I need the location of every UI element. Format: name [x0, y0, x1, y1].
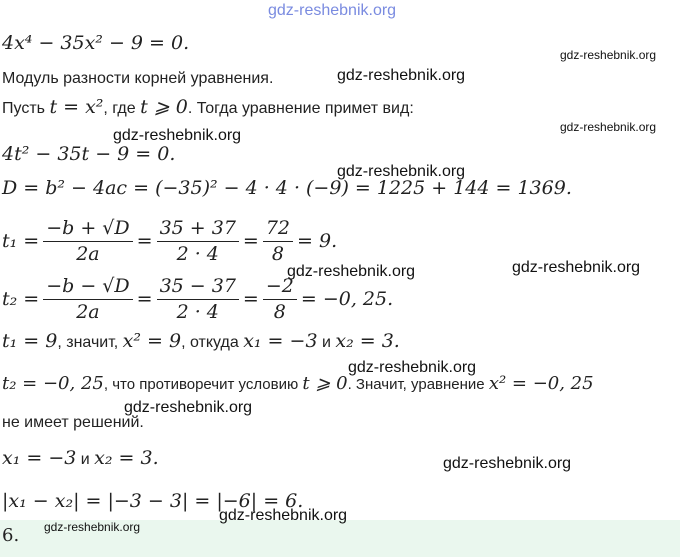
watermark: gdz-reshebnik.org: [337, 163, 466, 180]
equation-original: 4x⁴ − 35x² − 9 = 0.: [2, 32, 190, 54]
fraction: [43, 218, 132, 265]
conclusion-t1-line: [2, 330, 400, 352]
numerator: −2: [263, 276, 297, 300]
text: , значит,: [57, 334, 123, 351]
watermark: gdz-reshebnik.org: [560, 48, 657, 62]
math: t₂ = −0, 25: [2, 373, 104, 394]
task-statement: Модуль разности корней уравнения.: [2, 70, 274, 87]
no-solutions-text: не имеет решений.: [2, 414, 144, 431]
denominator: 2a: [76, 300, 100, 323]
math: t ⩾ 0: [140, 96, 188, 118]
equation-quadratic: 4t² − 35t − 9 = 0.: [2, 143, 176, 165]
text: Пусть: [2, 100, 50, 117]
text: и: [76, 451, 95, 468]
watermark: gdz-reshebnik.org: [44, 520, 141, 534]
fraction: [43, 276, 132, 323]
denominator: 2a: [76, 242, 100, 265]
math: x² = 9: [122, 330, 182, 352]
numerator: −b + √D: [43, 218, 132, 242]
fraction: [263, 218, 293, 265]
math: t ⩾ 0: [302, 373, 348, 394]
watermark-top: gdz-reshebnik.org: [268, 2, 397, 19]
root-t1-line: t₁ = $\frac{-b + √D}{2a}$ = $\frac{35 + 37}{2 \cdot 4}$ = $\frac{72}{8}$ = 9.: [2, 217, 338, 265]
math: t₁ =: [2, 230, 40, 253]
discriminant-line: D = b² − 4ac = (−35)² − 4 · 4 · (−9) = 1225 + 144 = 1369.: [2, 177, 572, 199]
fraction: [157, 218, 239, 265]
denominator: 8: [271, 242, 284, 265]
watermark: gdz-reshebnik.org: [124, 399, 253, 416]
watermark: gdz-reshebnik.org: [219, 507, 348, 524]
denominator: 2 · 4: [176, 242, 219, 265]
modulus-line: |x₁ − x₂| = |−3 − 3| = |−6| = 6.: [2, 490, 304, 512]
denominator: 8: [273, 300, 286, 323]
math: x² = −0, 25: [488, 373, 594, 394]
math: t₂ =: [2, 288, 40, 311]
math: x₂ = 3.: [335, 330, 400, 352]
watermark: gdz-reshebnik.org: [113, 127, 242, 144]
text: , откуда: [181, 334, 244, 351]
text: и: [317, 334, 336, 351]
math: t₁ = 9: [2, 330, 58, 352]
text: . Тогда уравнение примет вид:: [187, 100, 414, 117]
substitution-line: [2, 96, 414, 118]
denominator: 2 · 4: [176, 300, 219, 323]
math: t = x²: [49, 96, 104, 118]
numerator: −b − √D: [43, 276, 132, 300]
watermark: gdz-reshebnik.org: [337, 67, 466, 84]
math: x₂ = 3.: [94, 447, 159, 469]
math: x₁ = −3: [2, 447, 77, 469]
text: , что противоречит условию: [103, 376, 303, 393]
conclusion-t2-line: [2, 373, 594, 394]
math: x₁ = −3: [243, 330, 318, 352]
watermark: gdz-reshebnik.org: [348, 359, 477, 376]
math: = 9.: [297, 230, 338, 253]
math: = −0, 25.: [300, 288, 394, 311]
watermark: gdz-reshebnik.org: [443, 455, 572, 472]
root-t2-line: t₂ = $\frac{-b - √D}{2a}$ = $\frac{35 - 37}{2 \cdot 4}$ = $\frac{-2}{8}$ = −0, 25.: [2, 275, 394, 323]
fraction: [157, 276, 239, 323]
watermark: gdz-reshebnik.org: [560, 120, 657, 134]
numerator: 35 − 37: [157, 276, 239, 300]
numerator: 72: [263, 218, 293, 242]
numerator: 35 + 37: [157, 218, 239, 242]
text: , где: [103, 100, 141, 117]
watermark: gdz-reshebnik.org: [287, 263, 416, 280]
fraction: [263, 276, 297, 323]
roots-line: [2, 447, 159, 469]
watermark: gdz-reshebnik.org: [512, 259, 641, 276]
text: . Значит, уравнение: [347, 376, 489, 393]
answer: 6.: [2, 525, 20, 546]
